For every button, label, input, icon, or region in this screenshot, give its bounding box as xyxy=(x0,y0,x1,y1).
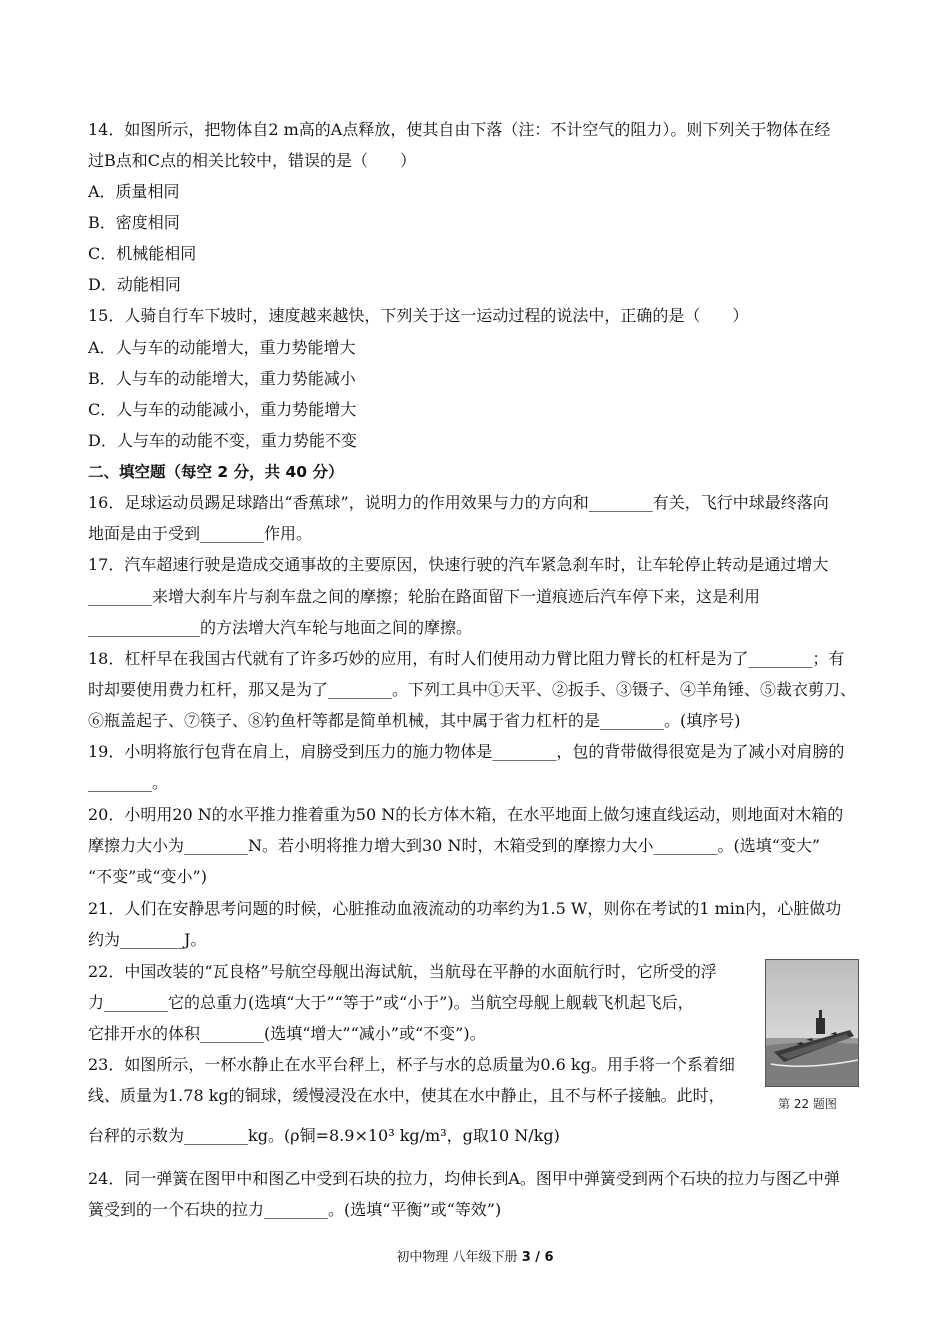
aircraft-carrier-photo xyxy=(766,960,858,1086)
q16-line-2: 地面是由于受到________作用。 xyxy=(88,524,313,543)
q18-line-2: 时却要使用费力杠杆，那又是为了________。下列工具中①天平、②扳手、③镊子、④羊角锤、⑤裁衣剪刀、 xyxy=(88,680,857,699)
q22-line-3: 它排开水的体积________(选填“增大”“减小”或“不变”)。 xyxy=(88,1024,486,1043)
q23-line-1: 23．如图所示，一杯水静止在水平台秤上，杯子与水的总质量为0.6 kg。用手将一个系着细 xyxy=(88,1055,735,1074)
q20-line-1: 20．小明用20 N的水平推力推着重为50 N的长方体木箱，在水平地面上做匀速直线运动，则地面对木箱的 xyxy=(88,805,844,824)
q20-line-3: “不变”或“变小”) xyxy=(88,867,207,886)
q16-line-1: 16．足球运动员踢足球踏出“香蕉球”，说明力的作用效果与力的方向和________有关，飞行中球最终落向 xyxy=(88,493,829,512)
q15-option-b: B．人与车的动能增大，重力势能减小 xyxy=(88,369,356,388)
q24-line-1: 24．同一弹簧在图甲中和图乙中受到石块的拉力，均伸长到A。图甲中弹簧受到两个石块的拉力与图乙中弹 xyxy=(88,1169,840,1188)
q14-line-2: 过B点和C点的相关比较中，错误的是（ ） xyxy=(88,151,417,170)
q21-line-2: 约为________J。 xyxy=(88,930,207,949)
q21-line-1: 21．人们在安静思考问题的时候，心脏推动血液流动的功率约为1.5 W，则你在考试的1 min内，心脏做功 xyxy=(88,899,842,918)
q22-line-1: 22．中国改装的“瓦良格”号航空母舰出海试航，当航母在平静的水面航行时，它所受的浮 xyxy=(88,962,717,981)
q14-option-c: C．机械能相同 xyxy=(88,244,197,263)
q22-line-2: 力________它的总重力(选填“大于”“等于”或“小于”)。当航空母舰上舰载飞机起飞后， xyxy=(88,993,694,1012)
aircraft-carrier-figure xyxy=(765,959,859,1087)
page-footer xyxy=(0,1246,950,1265)
q14-option-a: A．质量相同 xyxy=(88,182,180,201)
q14-option-d: D．动能相同 xyxy=(88,275,181,294)
q18-line-3: ⑥瓶盖起子、⑦筷子、⑧钓鱼杆等都是简单机械，其中属于省力杠杆的是________。(填序号) xyxy=(88,711,741,730)
q20-line-2: 摩擦力大小为________N。若小明将推力增大到30 N时，木箱受到的摩擦力大小________。(选填“变大” xyxy=(88,836,821,855)
q19-line-2: ________。 xyxy=(88,773,169,792)
figure-caption: 第 22 题图 xyxy=(778,1097,837,1111)
section-heading: 二、填空题（每空 2 分，共 40 分） xyxy=(88,463,344,481)
q15-option-d: D．人与车的动能不变，重力势能不变 xyxy=(88,431,357,450)
q23-line-3: 台秤的示数为________kg。(ρ铜=8.9×10³ kg/m³，g取10 N/kg) xyxy=(88,1126,560,1145)
q17-line-3: ______________的方法增大汽车轮与地面之间的摩擦。 xyxy=(88,618,473,637)
q17-line-1: 17．汽车超速行驶是造成交通事故的主要原因，快速行驶的汽车紧急刹车时，让车轮停止转动是通过增大 xyxy=(88,555,829,574)
footer-course: 初中物理 八年级下册 xyxy=(396,1250,522,1265)
q14-line-1: 14．如图所示，把物体自2 m高的A点释放，使其自由下落（注：不计空气的阻力）。则下列关于物体在经 xyxy=(88,120,831,139)
q15-option-a: A．人与车的动能增大，重力势能增大 xyxy=(88,338,356,357)
q18-line-1: 18．杠杆早在我国古代就有了许多巧妙的应用，有时人们使用动力臂比阻力臂长的杠杆是为了________；有 xyxy=(88,649,845,668)
q24-line-2: 簧受到的一个石块的拉力________。(选填“平衡”或“等效”) xyxy=(88,1200,502,1219)
q14-option-b: B．密度相同 xyxy=(88,213,180,232)
q17-line-2: ________来增大刹车片与刹车盘之间的摩擦；轮胎在路面留下一道痕迹后汽车停下来，这是利用 xyxy=(88,587,761,606)
q15-line: 15．人骑自行车下坡时，速度越来越快，下列关于这一运动过程的说法中，正确的是（ ） xyxy=(88,306,749,325)
q15-option-c: C．人与车的动能减小，重力势能增大 xyxy=(88,400,357,419)
page-number: 3 / 6 xyxy=(521,1250,554,1265)
q23-line-2: 线、质量为1.78 kg的铜球，缓慢浸没在水中，使其在水中静止，且不与杯子接触。此时， xyxy=(88,1086,725,1105)
q19-line-1: 19．小明将旅行包背在肩上，肩膀受到压力的施力物体是________，包的背带做得很宽是为了减小对肩膀的 xyxy=(88,742,845,761)
